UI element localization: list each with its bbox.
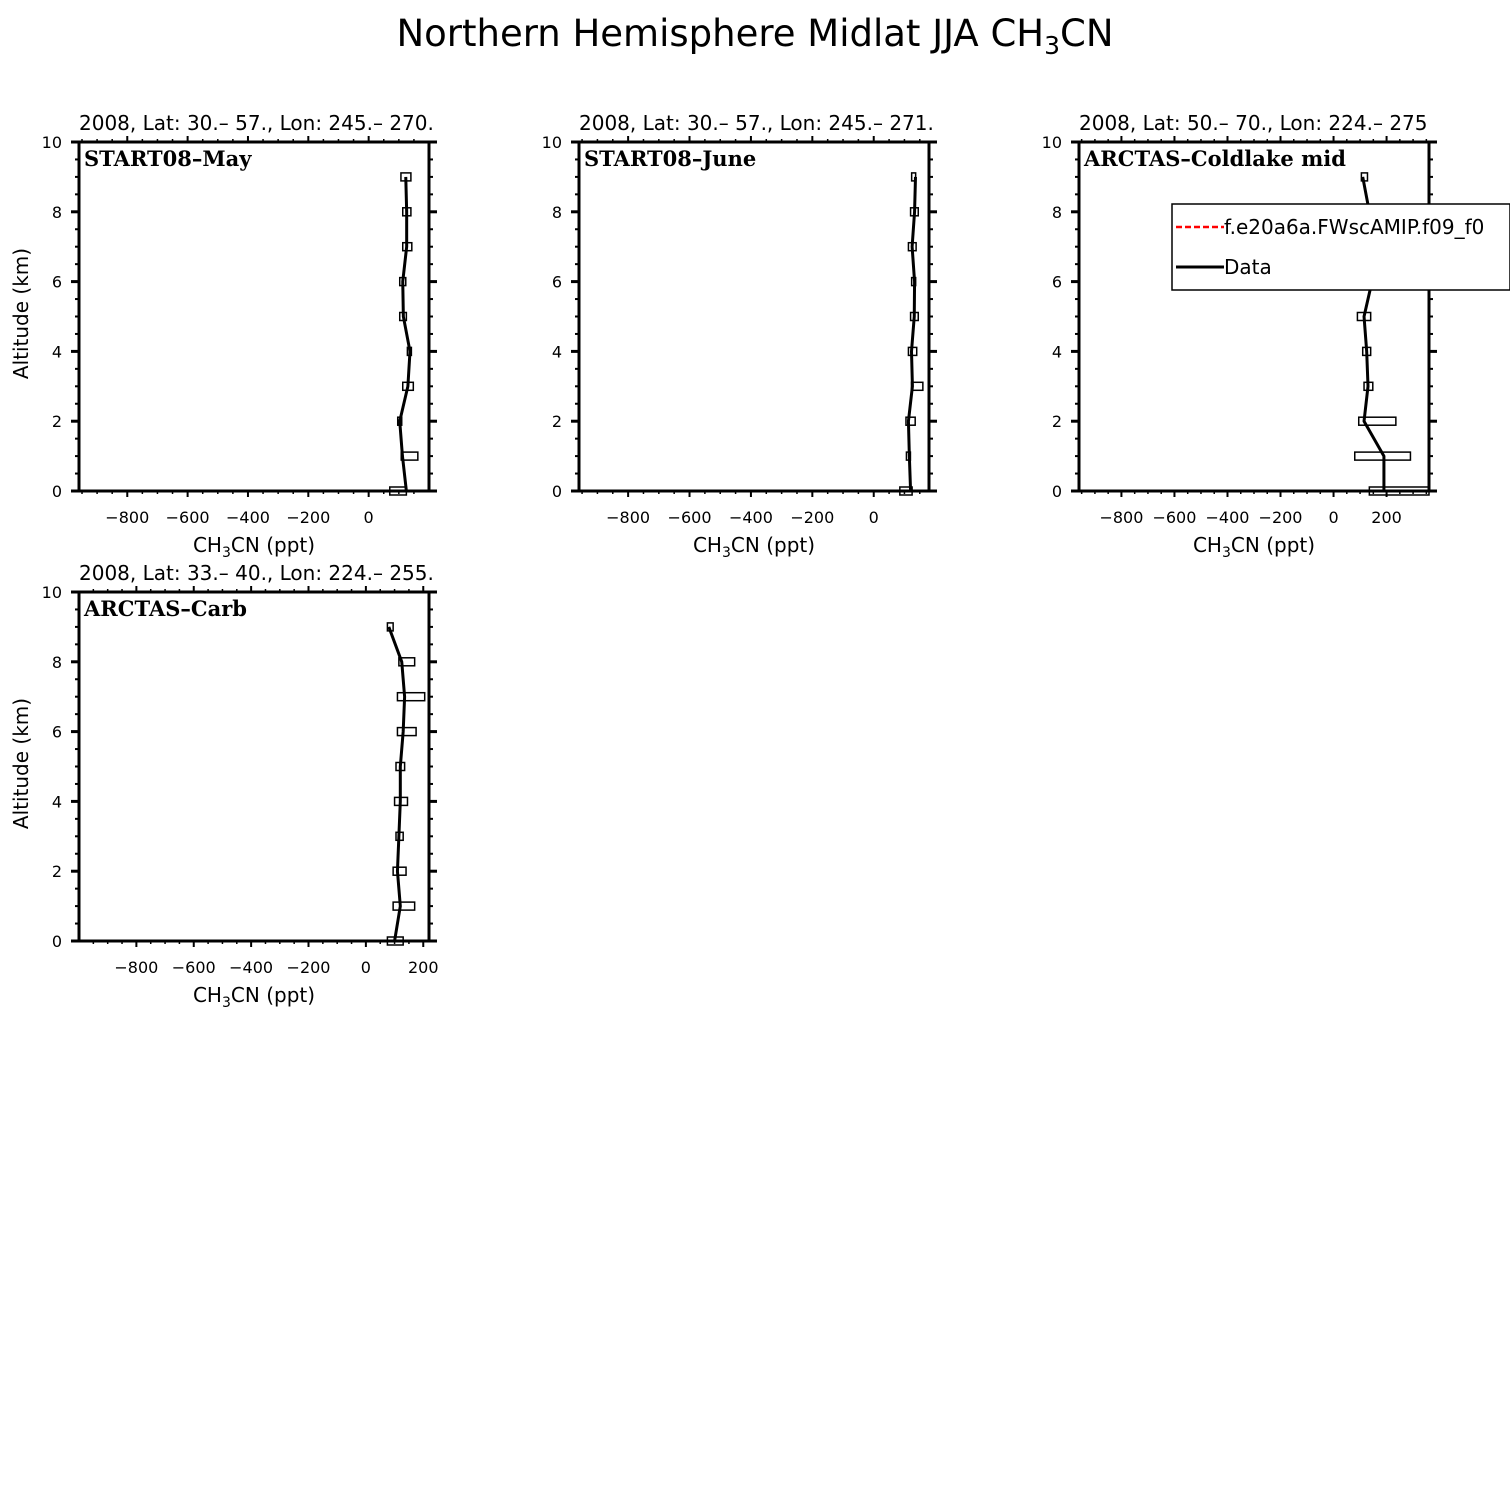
y-tick-label: 8 bbox=[51, 202, 62, 222]
chart-panel bbox=[542, 111, 937, 561]
x-tick-label: −600 bbox=[171, 958, 216, 977]
x-axis-label-part: CH bbox=[1192, 533, 1222, 557]
x-tick-label: −800 bbox=[606, 508, 651, 527]
y-tick-label: 10 bbox=[541, 133, 562, 152]
legend bbox=[1172, 204, 1510, 290]
x-tick-label: −200 bbox=[1258, 508, 1303, 527]
x-axis-label-part: 3 bbox=[221, 545, 231, 561]
x-tick-label: −200 bbox=[286, 958, 331, 977]
x-tick-label: −400 bbox=[225, 508, 270, 527]
profile-line bbox=[400, 177, 410, 491]
y-tick-label: 10 bbox=[41, 133, 62, 152]
box-mark bbox=[393, 867, 406, 875]
panel-header: 2008, Lat: 33.– 40., Lon: 224.– 255. bbox=[79, 561, 434, 585]
y-tick-label: 4 bbox=[1051, 342, 1062, 362]
y-tick-label: 2 bbox=[1051, 412, 1062, 432]
y-tick-label: 8 bbox=[51, 652, 62, 672]
chart-panel bbox=[9, 111, 437, 561]
campaign-label: START08–May bbox=[84, 146, 252, 171]
x-axis-label-part: CN (ppt) bbox=[1230, 533, 1316, 557]
y-axis-label: Altitude (km) bbox=[9, 247, 33, 380]
y-tick-label: 10 bbox=[41, 583, 62, 602]
x-axis-label-part: 3 bbox=[221, 995, 231, 1011]
x-axis-label-part: CH bbox=[192, 533, 222, 557]
plot-frame bbox=[579, 142, 929, 491]
x-tick-label: −200 bbox=[790, 508, 835, 527]
y-tick-label: 2 bbox=[51, 862, 62, 882]
box-mark bbox=[393, 902, 415, 910]
x-axis-label bbox=[693, 533, 815, 561]
y-tick-label: 0 bbox=[551, 482, 562, 501]
x-axis-label-part: CN (ppt) bbox=[230, 533, 316, 557]
plot-frame bbox=[79, 142, 429, 491]
y-tick-label: 0 bbox=[51, 932, 62, 951]
y-tick-label: 6 bbox=[551, 272, 562, 292]
chart-panel bbox=[9, 561, 439, 1011]
x-tick-label: −400 bbox=[1205, 508, 1250, 527]
panel-header: 2008, Lat: 30.– 57., Lon: 245.– 271. bbox=[579, 111, 934, 135]
x-tick-label: −600 bbox=[667, 508, 712, 527]
x-tick-label: −600 bbox=[165, 508, 210, 527]
x-tick-label: −800 bbox=[105, 508, 150, 527]
campaign-label: ARCTAS–Coldlake mid bbox=[1084, 146, 1346, 171]
x-axis-label-part: CN (ppt) bbox=[730, 533, 816, 557]
y-tick-label: 6 bbox=[51, 722, 62, 742]
x-tick-label: 0 bbox=[363, 508, 374, 527]
y-tick-label: 4 bbox=[551, 342, 562, 362]
x-tick-label: −600 bbox=[1152, 508, 1197, 527]
x-tick-label: −800 bbox=[1099, 508, 1144, 527]
x-tick-label: 0 bbox=[360, 958, 371, 977]
x-tick-label: 0 bbox=[1328, 508, 1339, 527]
x-axis-label bbox=[193, 983, 315, 1011]
x-axis-label bbox=[193, 533, 315, 561]
y-tick-label: 6 bbox=[1051, 272, 1062, 292]
y-tick-label: 4 bbox=[51, 792, 62, 812]
box-mark bbox=[397, 728, 416, 736]
x-axis-label-part: 3 bbox=[721, 545, 731, 561]
y-tick-label: 8 bbox=[1051, 202, 1062, 222]
x-axis-label-part: CN (ppt) bbox=[230, 983, 316, 1007]
legend-entry: Data bbox=[1224, 255, 1272, 279]
box-mark bbox=[397, 693, 424, 701]
x-tick-label: −400 bbox=[728, 508, 773, 527]
y-tick-label: 0 bbox=[51, 482, 62, 501]
y-tick-label: 6 bbox=[51, 272, 62, 292]
chart-panel bbox=[1042, 111, 1510, 561]
y-tick-label: 8 bbox=[551, 202, 562, 222]
campaign-label: START08–June bbox=[584, 146, 757, 171]
x-axis-label-part: CH bbox=[692, 533, 722, 557]
figure-title: Northern Hemisphere Midlat JJA $CH_3CN$ bbox=[396, 12, 1114, 60]
profile-line bbox=[389, 627, 405, 941]
x-tick-label: 200 bbox=[407, 958, 439, 977]
x-tick-label: −200 bbox=[286, 508, 331, 527]
y-tick-label: 2 bbox=[551, 412, 562, 432]
legend-entry: f.e20a6a.FWscAMIP.f09_f0 bbox=[1224, 215, 1485, 239]
x-tick-label: −800 bbox=[114, 958, 159, 977]
plot-frame bbox=[79, 592, 429, 941]
x-axis-label bbox=[1193, 533, 1315, 561]
campaign-label: ARCTAS–Carb bbox=[84, 596, 247, 621]
y-tick-label: 4 bbox=[51, 342, 62, 362]
x-axis-label-part: 3 bbox=[1221, 545, 1231, 561]
x-tick-label: 0 bbox=[868, 508, 879, 527]
panel-header: 2008, Lat: 50.– 70., Lon: 224.– 275 bbox=[1079, 111, 1428, 135]
x-axis-label-part: CH bbox=[192, 983, 222, 1007]
y-tick-label: 0 bbox=[1051, 482, 1062, 501]
panel-header: 2008, Lat: 30.– 57., Lon: 245.– 270. bbox=[79, 111, 434, 135]
plot-frame bbox=[1079, 142, 1429, 491]
profile-line bbox=[908, 177, 915, 491]
y-tick-label: 2 bbox=[51, 412, 62, 432]
y-tick-label: 10 bbox=[1041, 133, 1062, 152]
x-tick-label: 200 bbox=[1371, 508, 1402, 527]
x-tick-label: −400 bbox=[229, 958, 274, 977]
y-axis-label: Altitude (km) bbox=[9, 697, 33, 830]
